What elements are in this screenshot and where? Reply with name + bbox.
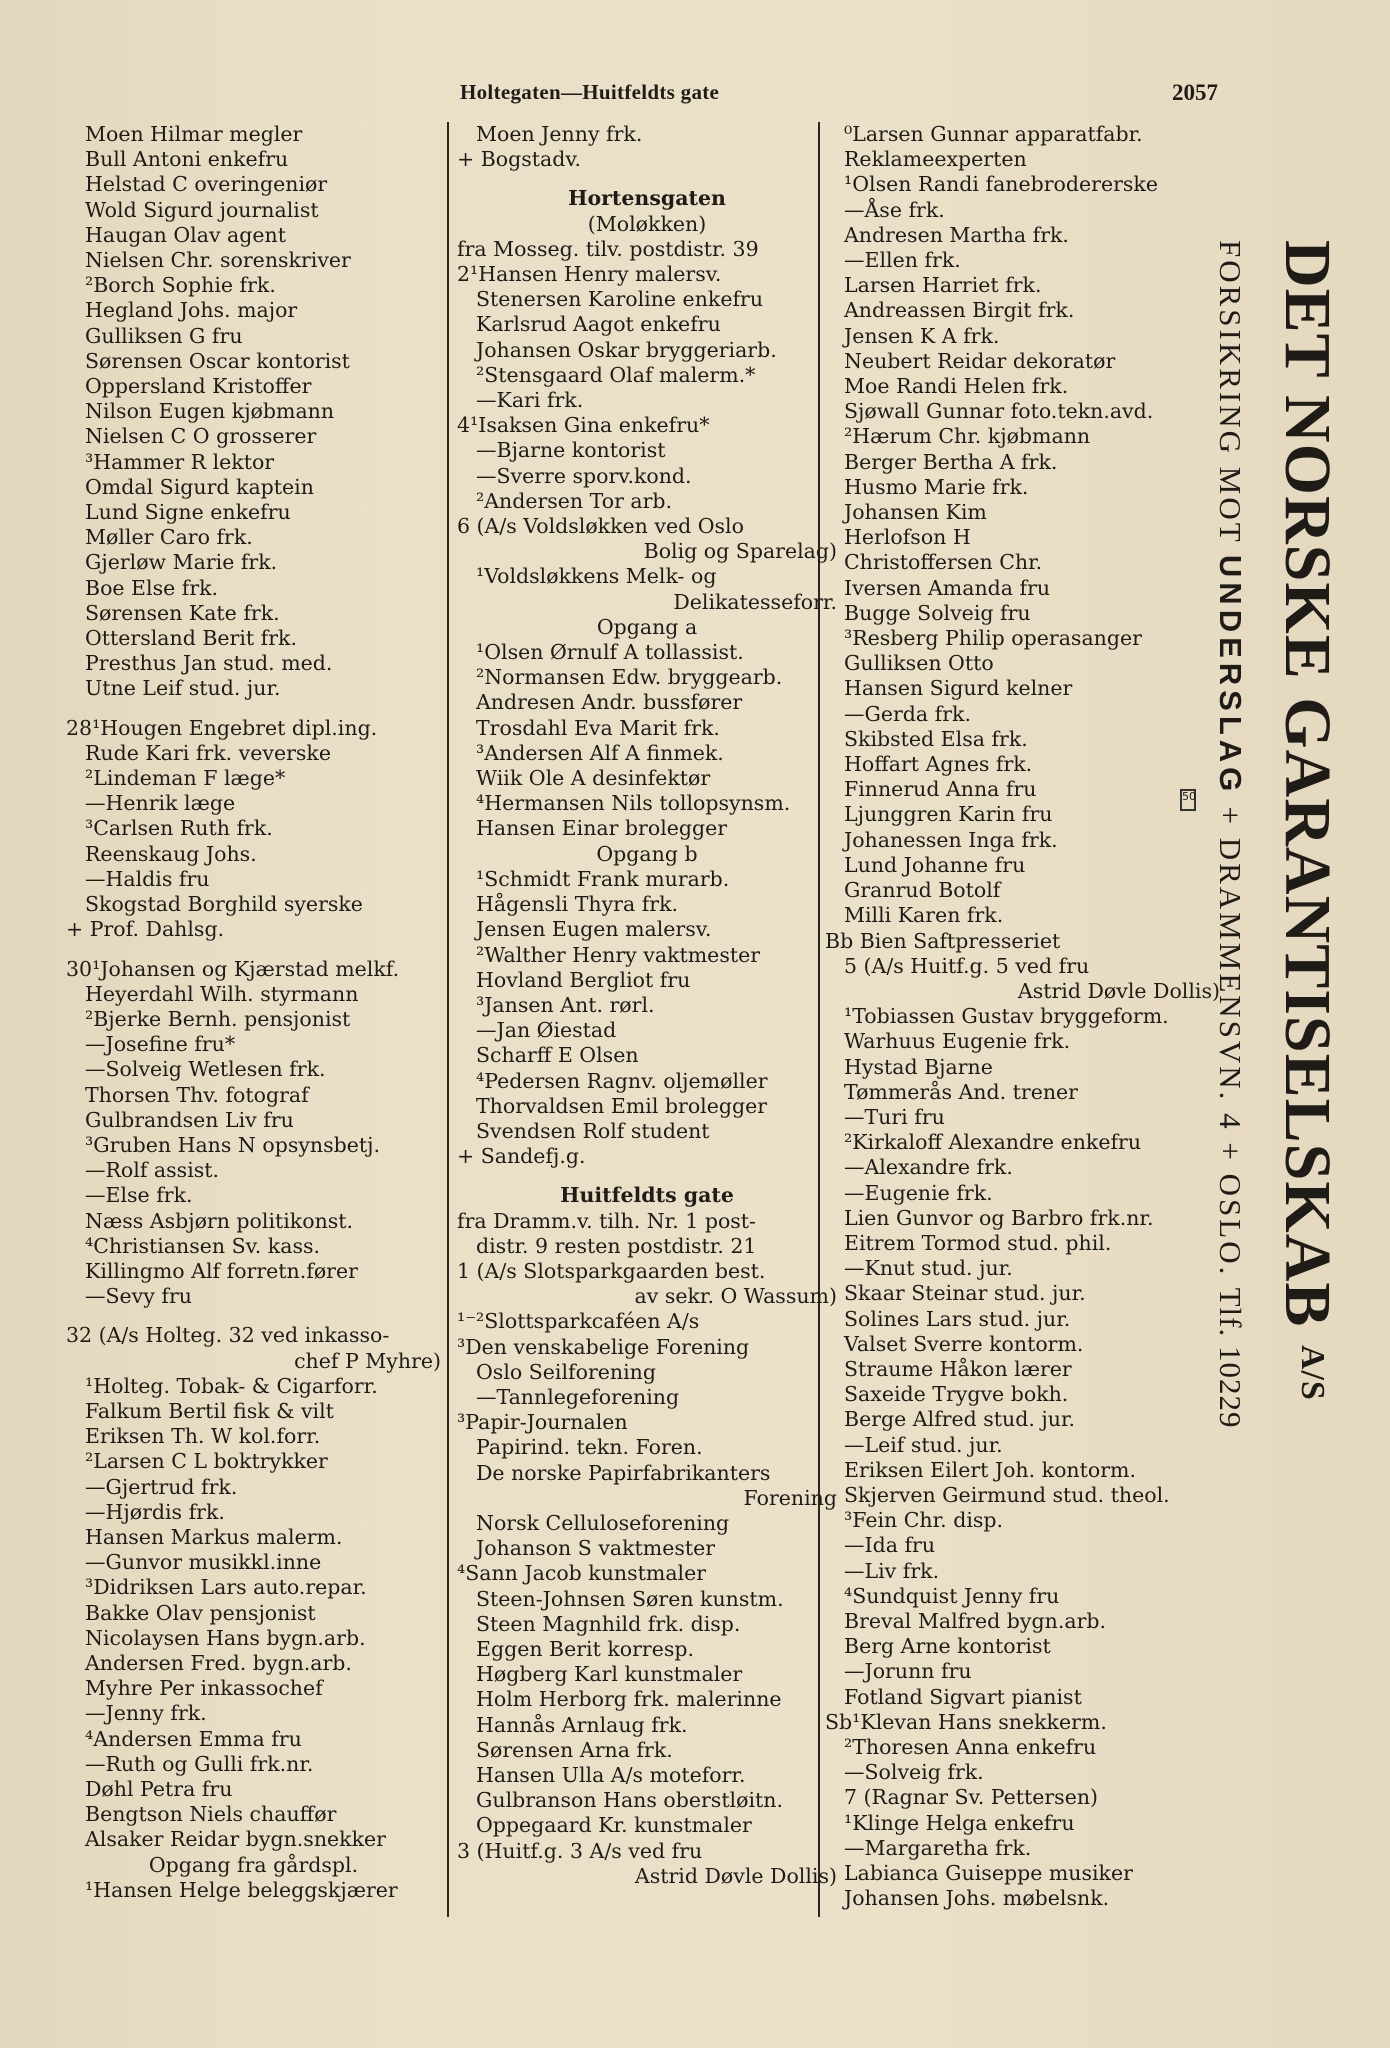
column-3	[825, 122, 1220, 1911]
directory-entry: 28¹Hougen Engebret dipl.ing.	[66, 715, 378, 740]
directory-entry: (Moløkken)	[587, 211, 707, 236]
directory-entry: —Ruth og Gulli frk.nr.	[85, 1751, 314, 1776]
directory-entry: Johanessen Inga frk.	[844, 827, 1058, 852]
directory-entry	[66, 943, 441, 957]
directory-entry: 6 (A/s Voldsløkken ved Oslo	[457, 514, 744, 539]
directory-entry: Nielsen C O grosserer	[85, 424, 317, 449]
directory-entry: Straume Håkon lærer	[844, 1356, 1072, 1381]
directory-entry: Trosdahl Eva Marit frk.	[476, 715, 720, 740]
directory-entry: —Knut stud. jur.	[844, 1256, 1013, 1281]
directory-entry: Herlofson H	[844, 525, 971, 550]
directory-entry: Andersen Fred. bygn.arb.	[85, 1650, 352, 1675]
directory-entry: fra Dramm.v. tilh. Nr. 1 post-	[457, 1208, 756, 1233]
advert-subline	[1212, 240, 1248, 1428]
directory-entry: Opgang b	[596, 841, 698, 866]
printer-mark: 50	[1180, 789, 1196, 811]
directory-entry	[66, 1309, 441, 1323]
directory-entry: Andresen Martha frk.	[844, 222, 1069, 247]
directory-entry: Steen Magnhild frk. disp.	[476, 1611, 741, 1636]
directory-entry: —Ellen frk.	[844, 248, 961, 273]
directory-entry: Tømmerås And. trener	[844, 1079, 1078, 1104]
directory-entry: —Jenny frk.	[85, 1701, 207, 1726]
directory-entry: Skogstad Borghild syerske	[85, 892, 363, 917]
directory-entry: Møller Caro frk.	[85, 525, 253, 550]
directory-entry: ⁴Christiansen Sv. kass.	[85, 1233, 320, 1258]
directory-entry: —Åse frk.	[844, 197, 945, 222]
directory-entry: Eggen Berit korresp.	[476, 1636, 695, 1661]
directory-entry: De norske Papirfabrikanters	[476, 1460, 771, 1485]
directory-entry: Breval Malfred bygn.arb.	[844, 1608, 1107, 1633]
directory-entry: —Sverre sporv.kond.	[476, 463, 692, 488]
directory-entry: Norsk Celluloseforening	[476, 1510, 730, 1535]
directory-entry: Utne Leif stud. jur.	[85, 676, 281, 701]
directory-entry: ³Jansen Ant. rørl.	[476, 992, 655, 1017]
street-heading: Huitfeldts gate	[560, 1183, 734, 1208]
directory-entry: Thorvaldsen Emil brolegger	[476, 1093, 768, 1118]
directory-entry: Opgang a	[596, 614, 698, 639]
directory-entry: Berg Arne kontorist	[844, 1634, 1051, 1659]
directory-entry: Skaar Steinar stud. jur.	[844, 1281, 1086, 1306]
directory-entry: Killingmo Alf forretn.fører	[85, 1258, 358, 1283]
directory-entry: Hansen Ulla A/s moteforr.	[476, 1763, 746, 1787]
directory-entry: distr. 9 resten postdistr. 21	[476, 1233, 757, 1258]
directory-entry: ³Andersen Alf A finmek.	[476, 740, 724, 765]
directory-entry: Johansen Oskar bryggeriarb.	[476, 337, 777, 362]
directory-entry: ²Lindeman F læge*	[85, 766, 286, 791]
directory-entry: Eriksen Eilert Joh. kontorm.	[844, 1457, 1136, 1482]
directory-entry: Gjerløw Marie frk.	[85, 550, 278, 575]
directory-entry: Johanson S vaktmester	[476, 1536, 716, 1561]
directory-entry: Finnerud Anna fru	[844, 777, 1037, 802]
advert-company-name	[1269, 240, 1345, 1401]
directory-entry: 32 (A/s Holteg. 32 ved inkasso-	[66, 1323, 390, 1348]
directory-entry: ³Didriksen Lars auto.repar.	[85, 1575, 367, 1600]
directory-entry: ¹Klinge Helga enkefru	[844, 1810, 1075, 1835]
directory-entry: 5 (A/s Huitf.g. 5 ved fru	[844, 953, 1090, 978]
directory-entry: Boe Else frk.	[85, 575, 219, 600]
directory-entry: Bull Antoni enkefru	[85, 147, 289, 172]
directory-entry: ²Normansen Edw. bryggearb.	[476, 665, 783, 690]
directory-entry: ²Thoresen Anna enkefru	[844, 1735, 1097, 1759]
directory-entry: Nielsen Chr. sorenskriver	[85, 248, 351, 273]
directory-entry: + Sandefj.g.	[457, 1144, 586, 1169]
directory-entry: 7 (Ragnar Sv. Pettersen)	[844, 1785, 1099, 1810]
directory-entry: Fotland Sigvart pianist	[844, 1684, 1082, 1709]
directory-entry: —Henrik læge	[85, 791, 236, 816]
directory-entry: Gulliksen Otto	[844, 651, 994, 676]
directory-entry: Sørensen Arna frk.	[476, 1737, 673, 1762]
directory-entry: ³Carlsen Ruth frk.	[85, 816, 273, 841]
directory-entry: ⁴Andersen Emma fru	[85, 1726, 302, 1751]
directory-entry: Reenskaug Johs.	[85, 841, 257, 866]
directory-entry: ¹Hansen Helge beleggskjærer	[85, 1877, 398, 1902]
directory-entry: ³Papir-Journalen	[457, 1410, 628, 1435]
directory-entry: Alsaker Reidar bygn.snekker	[85, 1827, 386, 1852]
directory-entry: —Margaretha frk.	[844, 1835, 1032, 1860]
directory-entry: Ottersland Berit frk.	[85, 626, 297, 651]
directory-entry: Omdal Sigurd kaptein	[85, 474, 314, 499]
directory-entry: ¹Olsen Ørnulf A tollassist.	[476, 640, 744, 665]
directory-entry: Holm Herborg frk. malerinne	[476, 1687, 782, 1712]
directory-entry: Hystad Bjarne	[844, 1054, 993, 1079]
directory-entry: —Solveig frk.	[844, 1760, 984, 1785]
directory-entry: Nilson Eugen kjøbmann	[85, 399, 335, 424]
directory-entry: Lund Johanne fru	[844, 852, 1026, 877]
directory-entry: —Jorunn fru	[844, 1659, 972, 1684]
directory-entry: Warhuus Eugenie frk.	[844, 1029, 1071, 1054]
directory-entry: Labianca Guiseppe musiker	[844, 1861, 1133, 1886]
directory-entry: Karlsrud Aagot enkefru	[476, 312, 721, 337]
directory-entry: + Prof. Dahlsg.	[66, 917, 225, 942]
directory-entry: ¹Holteg. Tobak- & Cigarforr.	[85, 1373, 378, 1398]
directory-entry: Oppersland Kristoffer	[85, 374, 312, 399]
directory-entry: Skjerven Geirmund stud. theol.	[844, 1482, 1170, 1507]
directory-entry: Hansen Einar brolegger	[476, 816, 728, 841]
directory-entry: ³Hammer R lektor	[85, 449, 275, 474]
directory-entry: 2¹Hansen Henry malersv.	[457, 262, 722, 287]
directory-entry: Hegland Johs. major	[85, 298, 298, 323]
directory-entry: Hansen Markus malerm.	[85, 1524, 343, 1549]
directory-entry: Rude Kari frk. veverske	[85, 740, 331, 765]
directory-entry: Milli Karen frk.	[844, 903, 1004, 928]
street-heading: Hortensgaten	[568, 186, 726, 211]
directory-entry: Døhl Petra fru	[85, 1777, 233, 1801]
directory-entry: Larsen Harriet frk.	[844, 273, 1042, 298]
directory-entry: —Haldis fru	[85, 866, 210, 891]
directory-entry: —Bjarne kontorist	[476, 438, 666, 463]
directory-entry: ⁴Hermansen Nils tollopsynsm.	[476, 791, 791, 816]
directory-entry: —Hjørdis frk.	[85, 1499, 225, 1524]
directory-entry: Berger Bertha A frk.	[844, 449, 1058, 474]
directory-entry	[66, 702, 441, 716]
directory-entry: Astrid Døvle Dollis)	[634, 1863, 837, 1888]
advert-suffix: A/S	[1294, 1344, 1331, 1401]
directory-entry: —Sevy fru	[85, 1284, 192, 1309]
column-2	[457, 122, 837, 1889]
directory-entry: Hoffart Agnes frk.	[844, 752, 1033, 777]
directory-entry: Høgberg Karl kunstmaler	[476, 1662, 743, 1687]
directory-entry	[457, 1169, 837, 1183]
directory-entry: Saxeide Trygve bokh.	[844, 1382, 1069, 1407]
directory-entry: Sørensen Oscar kontorist	[85, 348, 350, 373]
directory-entry: —Ida fru	[844, 1533, 936, 1558]
directory-entry: Bugge Solveig fru	[844, 600, 1031, 625]
directory-entry: Falkum Bertil fisk & vilt	[85, 1398, 334, 1423]
directory-entry: ¹Schmidt Frank murarb.	[476, 866, 730, 891]
directory-entry: —Liv frk.	[844, 1558, 940, 1583]
directory-entry: Skibsted Elsa frk.	[844, 726, 1028, 751]
directory-entry: Johansen Johs. møbelsnk.	[844, 1886, 1110, 1911]
directory-entry: Hovland Bergliot fru	[476, 967, 691, 992]
directory-entry: 3 (Huitf.g. 3 A/s ved fru	[457, 1838, 703, 1863]
page-header	[0, 80, 1390, 120]
directory-entry: Oslo Seilforening	[476, 1359, 656, 1384]
directory-entry: —Gunvor musikkl.inne	[85, 1550, 322, 1575]
directory-entry: 4¹Isaksen Gina enkefru*	[457, 413, 710, 438]
directory-entry: Iversen Amanda fru	[844, 575, 1051, 600]
advert-main-text: DET NORSKE GARANTISELSKAB	[1271, 240, 1344, 1328]
directory-entry: ¹Tobiassen Gustav bryggeform.	[844, 1004, 1169, 1029]
directory-entry: ¹Voldsløkkens Melk- og	[476, 564, 717, 589]
directory-entry: Papirind. tekn. Foren.	[476, 1435, 703, 1460]
directory-entry: 30¹Johansen og Kjærstad melkf.	[66, 956, 400, 981]
directory-entry: + Bogstadv.	[457, 147, 581, 172]
directory-entry: —Gerda frk.	[844, 701, 971, 726]
directory-entry: Jensen K A frk.	[844, 323, 1000, 348]
directory-entry: Neubert Reidar dekoratør	[844, 348, 1116, 373]
directory-entry: Sb¹Klevan Hans snekkerm.	[825, 1709, 1107, 1734]
directory-entry: Moen Hilmar megler	[85, 122, 303, 146]
directory-entry: Husmo Marie frk.	[844, 474, 1029, 499]
directory-entry: Eriksen Th. W kol.forr.	[85, 1424, 321, 1449]
directory-entry: Steen-Johnsen Søren kunstm.	[476, 1586, 784, 1611]
directory-entry: Wiik Ole A desinfektør	[476, 766, 711, 791]
advert-line-c: + DRAMMENSVN. 4 + OSLO.	[1213, 806, 1248, 1278]
directory-entry: —Alexandre frk.	[844, 1155, 1013, 1180]
directory-entry: Helstad C overingeniør	[85, 172, 328, 197]
directory-entry: Scharff E Olsen	[476, 1043, 639, 1068]
directory-entry: —Leif stud. jur.	[844, 1432, 1003, 1457]
directory-entry: 1 (A/s Slotsparkgaarden best.	[457, 1258, 766, 1283]
advert-line-d: Tlf. 10229	[1213, 1287, 1248, 1429]
directory-entry: Christoffersen Chr.	[844, 550, 1043, 575]
directory-entry: Gulliksen G fru	[85, 323, 243, 348]
column-rule-left	[447, 122, 449, 1917]
directory-entry: Næss Asbjørn politikonst.	[85, 1208, 354, 1233]
directory-entry: Stenersen Karoline enkefru	[476, 287, 764, 312]
directory-entry: Delikatesseforr.	[673, 589, 837, 614]
directory-entry: —Kari frk.	[476, 388, 584, 413]
page-number: 2057	[1172, 80, 1218, 105]
directory-entry: —Solveig Wetlesen frk.	[85, 1057, 326, 1082]
directory-entry: Berge Alfred stud. jur.	[844, 1407, 1076, 1432]
directory-entry: ⁴Sundquist Jenny fru	[844, 1583, 1060, 1608]
directory-entry: Valset Sverre kontorm.	[844, 1331, 1084, 1356]
directory-entry: —Tannlegeforening	[476, 1384, 680, 1409]
directory-entry: Granrud Botolf	[844, 878, 1001, 903]
directory-entry	[457, 172, 837, 186]
directory-entry: Lund Signe enkefru	[85, 500, 291, 525]
directory-entry: —Jan Øiestad	[476, 1018, 617, 1043]
directory-entry: av sekr. O Wassum)	[634, 1284, 837, 1309]
directory-entry: Oppegaard Kr. kunstmaler	[476, 1813, 752, 1838]
directory-entry: Andreassen Birgit frk.	[844, 298, 1075, 323]
directory-entry: Thorsen Thv. fotograf	[85, 1082, 309, 1107]
directory-entry: Bolig og Sparelag)	[643, 539, 837, 564]
directory-entry: Gulbranson Hans oberstløitn.	[476, 1788, 783, 1813]
directory-entry: Forening	[743, 1485, 837, 1510]
directory-entry: —Rolf assist.	[85, 1158, 220, 1183]
directory-entry: —Gjertrud frk.	[85, 1474, 238, 1499]
directory-entry: ¹⁻²Slottsparkcaféen A/s	[457, 1309, 700, 1334]
directory-entry: Hågensli Thyra frk.	[476, 892, 679, 917]
directory-entry: Myhre Per inkassochef	[85, 1676, 323, 1701]
directory-entry: Solines Lars stud. jur.	[844, 1306, 1071, 1331]
directory-entry: Heyerdahl Wilh. styrmann	[85, 981, 359, 1006]
directory-entry: ⁰Larsen Gunnar apparatfabr.	[844, 122, 1143, 146]
directory-entry: Hannås Arnlaug frk.	[476, 1712, 688, 1737]
directory-entry: Reklameexperten	[844, 147, 1027, 172]
directory-entry: fra Mosseg. tilv. postdistr. 39	[457, 236, 759, 261]
directory-entry: Bengtson Niels chauffør	[85, 1802, 337, 1827]
directory-entry: ³Resberg Philip operasanger	[844, 626, 1142, 651]
directory-entry: Haugan Olav agent	[85, 222, 286, 247]
directory-entry: chef P Myhre)	[294, 1348, 441, 1373]
directory-entry: Wold Sigurd journalist	[85, 197, 319, 222]
directory-entry: ²Hærum Chr. kjøbmann	[844, 424, 1091, 449]
directory-entry: Moe Randi Helen frk.	[844, 374, 1069, 399]
directory-entry: —Turi fru	[844, 1104, 945, 1129]
directory-entry: Opgang fra gårdspl.	[148, 1852, 359, 1877]
directory-entry: ²Stensgaard Olaf malerm.*	[476, 362, 756, 387]
directory-entry: Nicolaysen Hans bygn.arb.	[85, 1625, 366, 1650]
directory-entry: Moen Jenny frk.	[476, 122, 643, 146]
directory-entry: Ljunggren Karin fru	[844, 802, 1053, 827]
directory-entry: Svendsen Rolf student	[476, 1118, 710, 1143]
directory-entry: ²Walther Henry vaktmester	[476, 942, 761, 967]
directory-entry: Jensen Eugen malersv.	[476, 917, 712, 942]
directory-entry: ²Larsen C L boktrykker	[85, 1449, 328, 1474]
directory-entry: —Josefine fru*	[85, 1032, 236, 1057]
directory-entry: ³Den venskabelige Forening	[457, 1334, 750, 1359]
directory-entry: Sørensen Kate frk.	[85, 600, 280, 625]
directory-entry: Bakke Olav pensjonist	[85, 1600, 316, 1625]
directory-entry: Gulbrandsen Liv fru	[85, 1107, 294, 1132]
directory-entry: —Else frk.	[85, 1183, 193, 1208]
directory-entry: Lien Gunvor og Barbro frk.nr.	[844, 1205, 1154, 1230]
directory-entry: ²Bjerke Bernh. pensjonist	[85, 1006, 351, 1031]
directory-entry: Bb Bien Saftpresseriet	[825, 928, 1061, 953]
directory-entry: ²Andersen Tor arb.	[476, 488, 673, 513]
directory-entry: ⁴Sann Jacob kunstmaler	[457, 1561, 707, 1586]
directory-entry: Hansen Sigurd kelner	[844, 676, 1073, 701]
advert-line-a: FORSIKRING MOT	[1213, 240, 1248, 545]
column-1	[66, 122, 441, 1903]
directory-entry: ¹Olsen Randi fanebrodererske	[844, 172, 1158, 197]
directory-entry: Presthus Jan stud. med.	[85, 651, 333, 676]
directory-entry: ⁴Pedersen Ragnv. oljemøller	[476, 1068, 768, 1093]
directory-entry: Astrid Døvle Dollis)	[1017, 978, 1220, 1003]
directory-entry: Andresen Andr. bussfører	[476, 690, 743, 715]
directory-entry: Johansen Kim	[844, 500, 987, 525]
page-title: Holtegaten—Huitfeldts gate	[460, 80, 720, 104]
advert-line-b: UNDERSLAG	[1213, 554, 1248, 797]
directory-entry: ³Gruben Hans N opsynsbetj.	[85, 1132, 381, 1157]
directory-entry: Eitrem Tormod stud. phil.	[844, 1230, 1112, 1255]
directory-entry: ²Kirkaloff Alexandre enkefru	[844, 1130, 1142, 1155]
directory-entry: ²Borch Sophie frk.	[85, 273, 276, 298]
directory-entry: ³Fein Chr. disp.	[844, 1508, 1004, 1533]
directory-entry: Sjøwall Gunnar foto.tekn.avd.	[844, 399, 1154, 424]
directory-entry: —Eugenie frk.	[844, 1180, 993, 1205]
